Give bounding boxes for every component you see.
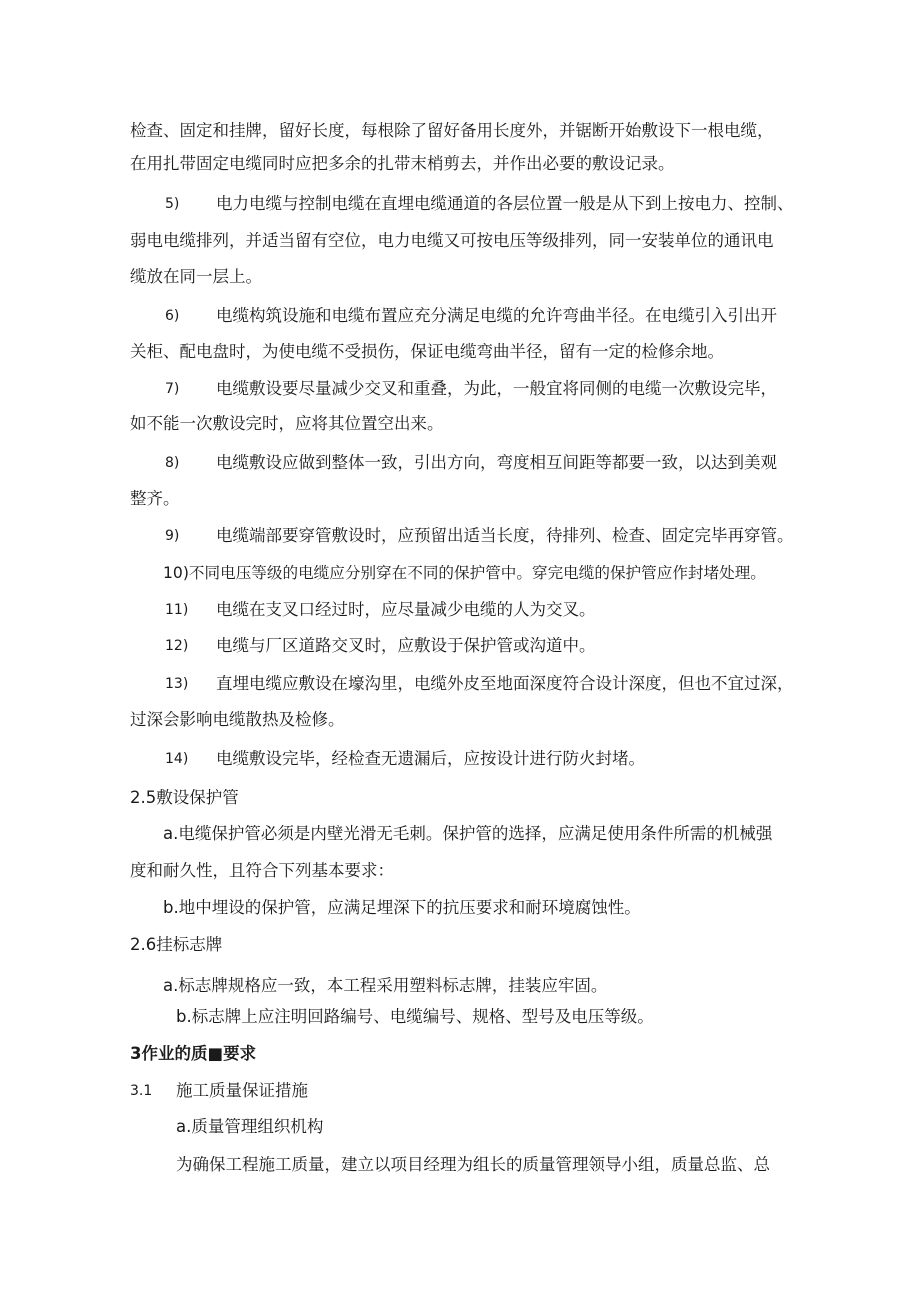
item-6-line-1: 电缆构筑设施和电缆布置应充分满足电缆的允许弯曲半径。在电缆引入引出开 [216,306,777,325]
item-10-line-1: 10)不同电压等级的电缆应分别穿在不同的保护管中。穿完电缆的保护管应作封堵处理。 [163,564,766,582]
item-5-line-2: 弱电电缆排列，并适当留有空位，电力电缆又可按电压等级排列，同一安装单位的通讯电 [130,231,774,250]
section-2-6-heading: 2.6挂标志牌 [130,935,223,954]
section-2-5-a-line-1: a.电缆保护管必须是内壁光滑无毛刺。保护管的选择，应满足使用条件所需的机械强 [163,824,773,843]
item-13-line-2: 过深会影响电缆散热及检修。 [130,710,345,729]
section-2-5-heading: 2.5敷设保护管 [130,788,239,807]
item-9-number: 9) [165,528,180,544]
item-5-line-3: 缆放在同一层上。 [130,267,262,286]
item-7-line-1: 电缆敷设要尽量减少交叉和重叠，为此，一般宜将同侧的电缆一次敷设完毕， [216,379,777,398]
item-8-line-2: 整齐。 [130,489,180,508]
item-13-line-1: 直埋电缆应敷设在壕沟里，电缆外皮至地面深度符合设计深度，但也不宜过深， [216,674,794,693]
item-12-number: 12) [165,638,189,654]
section-3-1-title: 施工质量保证措施 [176,1081,308,1100]
item-7-line-2: 如不能一次敷设完时，应将其位置空出来。 [130,414,444,433]
item-8-line-1: 电缆敷设应做到整体一致，引出方向，弯度相互间距等都要一致，以达到美观 [216,453,777,472]
item-14-number: 14) [165,751,189,767]
item-13-number: 13) [165,676,189,692]
section-3-1-a-title: a.质量管理组织机构 [176,1117,324,1136]
item-12-line-1: 电缆与厂区道路交叉时，应敷设于保护管或沟道中。 [216,636,596,655]
item-8-number: 8) [165,455,180,471]
section-2-6-b-line-1: b.标志牌上应注明回路编号、电缆编号、规格、型号及电压等级。 [176,1007,654,1026]
section-3-1-body-line-1: 为确保工程施工质量，建立以项目经理为组长的质量管理领导小组，质量总监、总 [176,1155,770,1174]
item-6-line-2: 关柜、配电盘时，为使电缆不受损伤，保证电缆弯曲半径，留有一定的检修余地。 [130,342,724,361]
item-9-line-1: 电缆端部要穿管敷设时，应预留出适当长度，待排列、检查、固定完毕再穿管。 [216,526,794,545]
item-6-number: 6) [165,308,180,324]
section-2-5-b-line-1: b.地中埋设的保护管，应满足埋深下的抗压要求和耐环境腐蚀性。 [163,898,641,917]
item-7-number: 7) [165,381,180,397]
section-3-1-number: 3.1 [130,1083,153,1099]
item-11-line-1: 电缆在支叉口经过时，应尽量减少电缆的人为交叉。 [216,600,596,619]
continuation-line-2: 在用扎带固定电缆同时应把多余的扎带末梢剪去，并作出必要的敷设记录。 [130,154,675,173]
item-5-number: 5) [165,196,180,212]
item-11-number: 11) [165,602,189,618]
continuation-line-1: 检查、固定和挂牌，留好长度，每根除了留好备用长度外，并锯断开始敷设下一根电缆， [130,121,774,140]
item-14-line-1: 电缆敷设完毕，经检查无遗漏后，应按设计进行防火封堵。 [216,749,645,768]
section-2-5-a-line-2: 度和耐久性，且符合下列基本要求： [130,861,394,880]
section-2-6-a-line-1: a.标志牌规格应一致，本工程采用塑料标志牌，挂装应牢固。 [163,976,608,995]
section-3-heading: 3作业的质■要求 [130,1044,257,1063]
item-5-line-1: 电力电缆与控制电缆在直埋电缆通道的各层位置一般是从下到上按电力、控制、 [216,194,794,213]
